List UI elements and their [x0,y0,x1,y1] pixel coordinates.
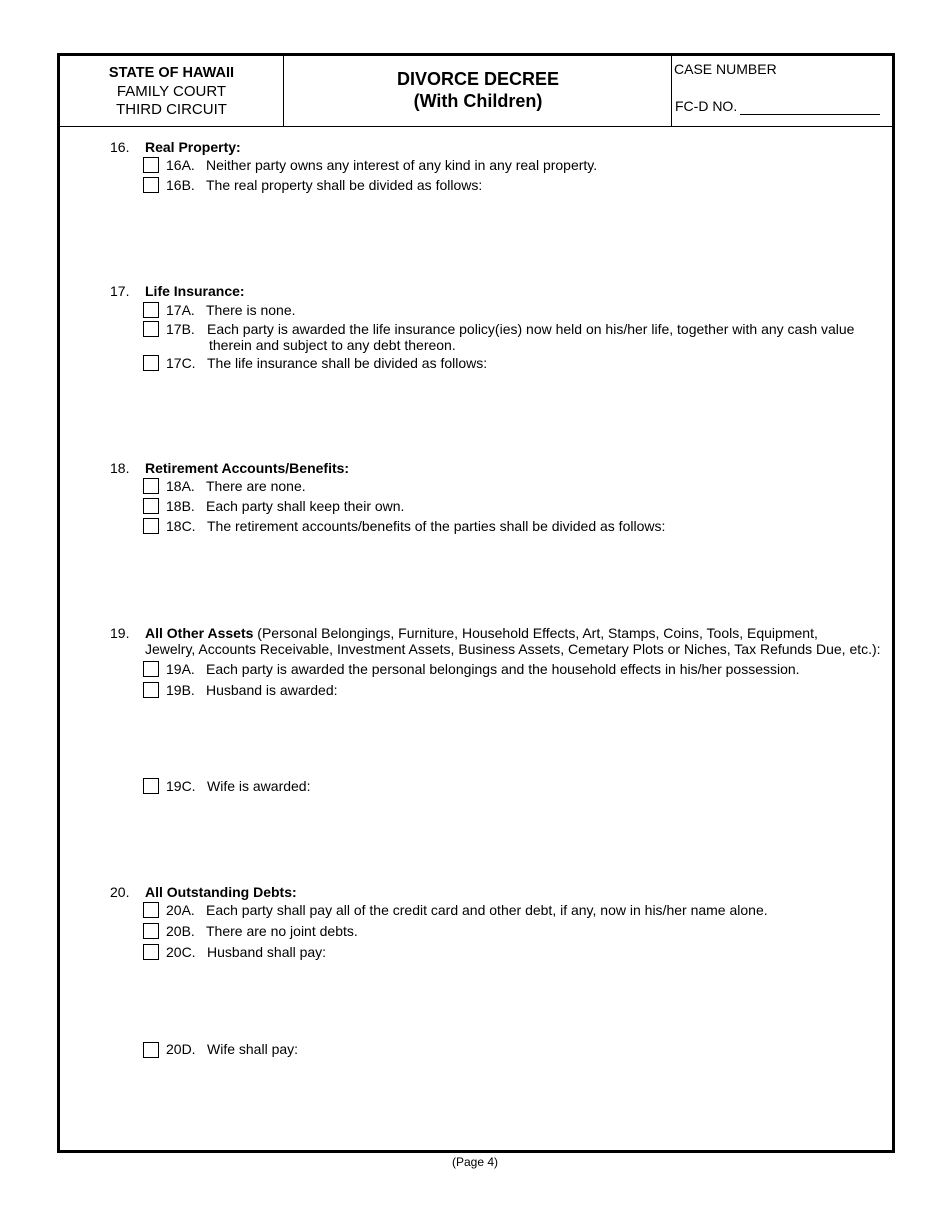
code-20c: 20C. [166,944,196,960]
code-18b: 18B. [166,498,195,514]
section-16-heading: Real Property: [145,139,241,155]
text-19b: Husband is awarded: [206,682,338,698]
section-16-number: 16. [110,139,130,155]
form-header [60,56,892,127]
text-20d: Wife shall pay: [207,1041,299,1057]
page-number: (Page 4) [451,1155,499,1169]
code-19c: 19C. [166,778,196,794]
court-block [60,56,284,126]
code-18c: 18C. [166,518,196,534]
checkbox-17a[interactable] [143,302,159,318]
section-20-number: 20. [110,884,130,900]
checkbox-18b[interactable] [143,498,159,514]
checkbox-16b[interactable] [143,177,159,193]
checkbox-17c[interactable] [143,355,159,371]
code-16b: 16B. [166,177,195,193]
code-20a: 20A. [166,902,195,918]
text-18b: Each party shall keep their own. [206,498,405,514]
court-label: FAMILY COURT [116,82,227,100]
text-18a: There are none. [206,478,306,494]
checkbox-19a[interactable] [143,661,159,677]
fcd-number-field[interactable] [740,114,880,115]
checkbox-20b[interactable] [143,923,159,939]
text-17b: Each party is awarded the life insurance policy(ies) now held on his/her life, together with any cash value [207,321,855,337]
checkbox-20a[interactable] [143,902,159,918]
code-20b: 20B. [166,923,195,939]
section-19-heading-line2: Jewelry, Accounts Receivable, Investment Assets, Business Assets, Cemetary Plots or Niches, Tax Refunds Due, etc.): [145,641,881,657]
section-18-number: 18. [110,460,130,476]
case-number-block [673,56,892,126]
code-20d: 20D. [166,1041,196,1057]
form-title: DIVORCE DECREE [396,69,560,89]
code-18a: 18A. [166,478,195,494]
case-number-label: CASE NUMBER [674,61,777,77]
text-20c: Husband shall pay: [207,944,327,960]
text-16a: Neither party owns any interest of any kind in any real property. [206,157,598,173]
fcd-label: FC-D NO. [675,98,738,114]
title-block [285,56,672,126]
text-19a: Each party is awarded the personal belongings and the household effects in his/her possession. [206,661,800,677]
text-17b-cont: therein and subject to any debt thereon. [209,337,456,353]
code-17c: 17C. [166,355,196,371]
circuit-label: THIRD CIRCUIT [116,101,227,118]
text-17c: The life insurance shall be divided as follows: [207,355,488,371]
section-19-heading-detail: (Personal Belongings, Furniture, Household Effects, Art, Stamps, Coins, Tools, Equipment, [253,625,818,641]
form-subtitle: (With Children) [413,91,543,111]
text-16b: The real property shall be divided as follows: [206,177,483,193]
section-17-heading: Life Insurance: [145,283,245,299]
section-18-heading: Retirement Accounts/Benefits: [145,460,350,476]
section-20-heading: All Outstanding Debts: [145,884,297,900]
code-17b: 17B. [166,321,195,337]
section-19-heading: All Other Assets [145,625,254,641]
checkbox-16a[interactable] [143,157,159,173]
checkbox-17b[interactable] [143,321,159,337]
form-frame [57,53,895,1153]
text-19c: Wife is awarded: [207,778,311,794]
checkbox-20d[interactable] [143,1042,159,1058]
text-18c: The retirement accounts/benefits of the parties shall be divided as follows: [207,518,666,534]
code-19b: 19B. [166,682,195,698]
code-17a: 17A. [166,302,195,318]
code-19a: 19A. [166,661,195,677]
checkbox-19b[interactable] [143,682,159,698]
checkbox-18a[interactable] [143,478,159,494]
text-17a: There is none. [206,302,296,318]
state-label: STATE OF HAWAII [108,65,235,81]
checkbox-18c[interactable] [143,518,159,534]
code-16a: 16A. [166,157,195,173]
section-19-number: 19. [110,625,130,641]
section-17-number: 17. [110,283,130,299]
section-19-heading-line [145,625,818,642]
text-20b: There are no joint debts. [206,923,358,939]
text-20a: Each party shall pay all of the credit card and other debt, if any, now in his/her name alone. [206,902,768,918]
checkbox-19c[interactable] [143,778,159,794]
checkbox-20c[interactable] [143,944,159,960]
